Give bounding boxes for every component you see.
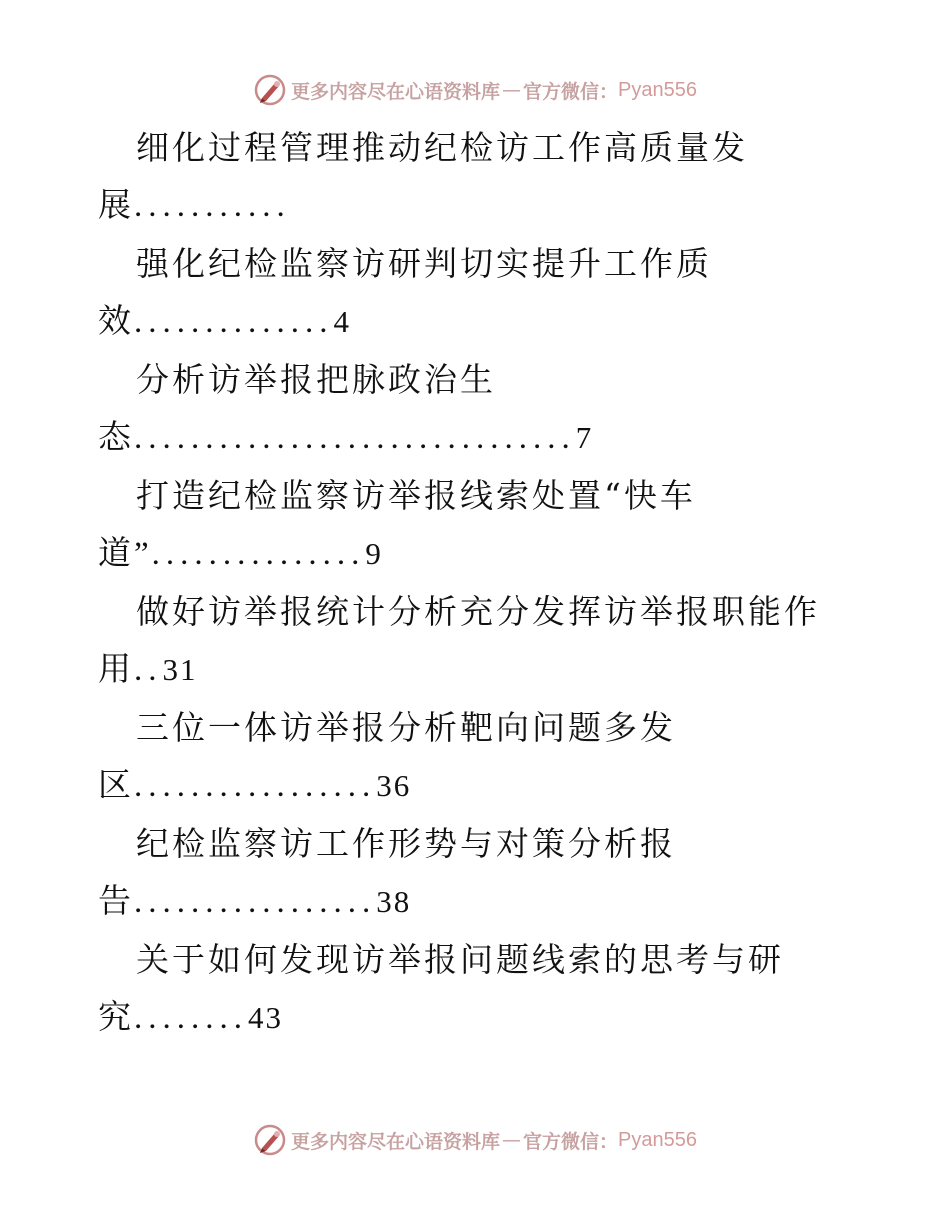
watermark-wechat-id: Pyan556 [618,1128,697,1151]
toc-entry-leader: ............................... [134,420,576,456]
toc-entry-tail-char: 态 [98,420,134,456]
toc-entry-leader: .............. [134,304,334,340]
toc-entry-page: 7 [575,420,594,455]
watermark-wechat-label: 官方微信： [523,1130,619,1153]
pen-logo-icon [253,73,287,107]
pen-logo-icon [253,1123,287,1157]
header-watermark [0,70,950,110]
toc-entry-title: 打造纪检监察访举报线索处置“快车 [136,476,696,515]
toc-entry-tail [98,882,411,922]
toc-entry-tail-char: 用 [98,652,134,688]
toc-entry-page: 36 [376,768,412,803]
watermark-text: 更多内容尽在心语资料库 [291,80,501,103]
toc-entry-tail [98,766,411,806]
toc-entry-tail [98,418,593,458]
watermark-wechat-id: Pyan556 [618,78,697,101]
toc-entry-title: 强化纪检监察访研判切实提升工作质 [136,244,712,283]
watermark-wechat-label: 官方微信： [523,80,619,103]
toc-entry-page: 43 [248,1000,283,1035]
toc-entry-title: 分析访举报把脉政治生 [136,360,496,399]
toc-entry-tail-char: 告 [98,884,134,920]
toc-entry-tail [98,998,283,1038]
toc-entry-leader: ................. [134,768,377,804]
toc-entry-tail [98,650,198,690]
watermark-dash: — [502,1129,522,1151]
toc-entry-tail-char: 道” [98,536,152,572]
toc-entry-tail [98,534,383,574]
toc-entry-leader: ................. [134,884,377,920]
toc-entry-tail-char: 究 [98,1000,134,1036]
toc-entry-page: 38 [376,884,412,919]
toc-entry-page: 31 [162,652,198,687]
toc-entry-leader: ........... [134,188,291,224]
toc-entry-title: 关于如何发现访举报问题线索的思考与研 [136,940,784,979]
toc-entry-page: 4 [333,304,351,339]
toc-entry-tail-char: 区 [98,768,134,804]
watermark-dash: — [502,79,522,101]
toc-entry-leader: ........ [134,1000,248,1036]
toc-entry-page: 9 [365,536,383,571]
toc-entry-title: 细化过程管理推动纪检访工作高质量发 [136,128,748,167]
toc-entry-tail-char: 效 [98,304,134,340]
toc-entry-title: 做好访举报统计分析充分发挥访举报职能作 [136,592,820,631]
toc-entry-tail [98,302,351,342]
toc-entry-leader: .. [134,652,163,688]
footer-watermark [0,1120,950,1160]
toc-entry-title: 三位一体访举报分析靶向问题多发 [136,708,676,747]
toc-entry-tail [98,186,291,226]
toc-entry-title: 纪检监察访工作形势与对策分析报 [136,824,676,863]
toc-entry-tail-char: 展 [98,188,134,224]
watermark-text: 更多内容尽在心语资料库 [291,1130,501,1153]
toc-entry-leader: ............... [151,536,366,572]
